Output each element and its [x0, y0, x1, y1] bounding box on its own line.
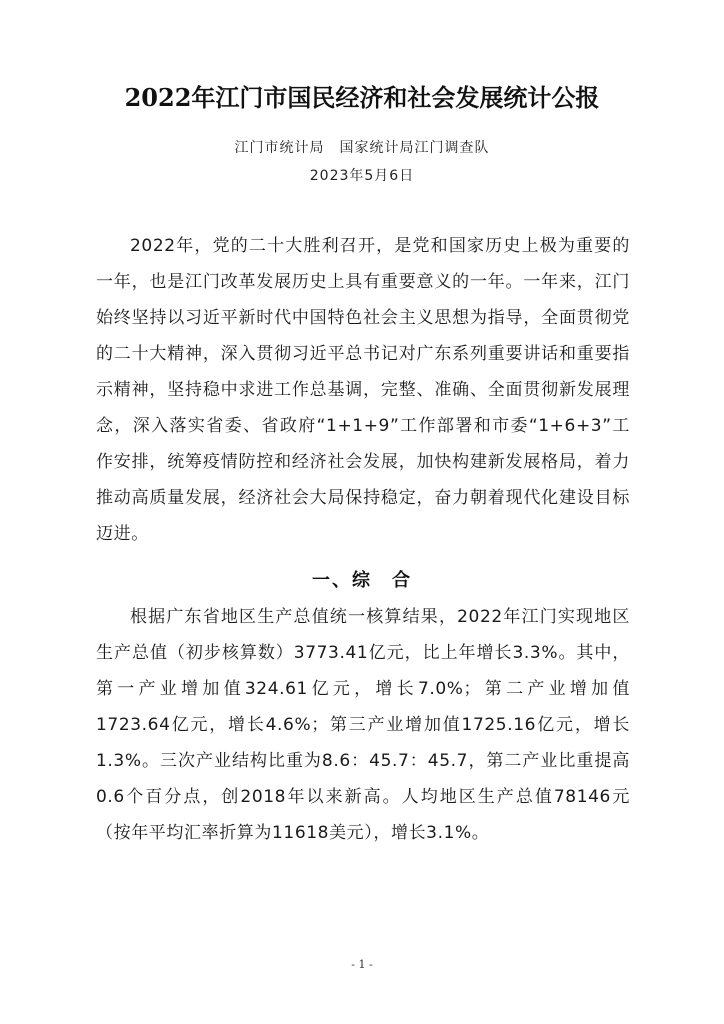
overview-paragraph: 根据广东省地区生产总值统一核算结果，2022年江门实现地区生产总值（初步核算数）3773.41亿元，比上年增长3.3%。其中，第一产业增加值324.61亿元，增长7.0%；第二产业增加值1723.64亿元，增长4.6%；第三产业增加值1725.16亿元，增长1.3%。三次产业结构比重为8.6：45.7：45.7，第二产业比重提高0.6个百分点，创2018年以来新高。人均地区生产总值78146元（按年平均汇率折算为11618美元），增长3.1%。 [96, 607, 630, 843]
section-heading-overview: 一、综 合 [312, 570, 412, 591]
publication-date: 2023年5月6日 [309, 168, 415, 184]
document-title: 2022年江门市国民经济和社会发展统计公报 [124, 83, 600, 112]
issuer-line: 江门市统计局 国家统计局江门调查队 [234, 140, 490, 156]
intro-paragraph: 2022年，党的二十大胜利召开，是党和国家历史上极为重要的一年，也是江门改革发展历史上具有重要意义的一年。一年来，江门始终坚持以习近平新时代中国特色社会主义思想为指导，全面贯彻党的二十大精神，深入贯彻习近平总书记对广东系列重要讲话和重要指示精神，坚持稳中求进工作总基调，完整、准确、全面贯彻新发展理念，深入落实省委、省政府“1+1+9”工作部署和市委“1+6+3”工作安排，统筹疫情防控和经济社会发展，加快构建新发展格局，着力推动高质量发展，经济社会大局保持稳定，奋力朝着现代化建设目标迈进。 [96, 236, 630, 544]
page-number: - 1 - [351, 958, 373, 971]
